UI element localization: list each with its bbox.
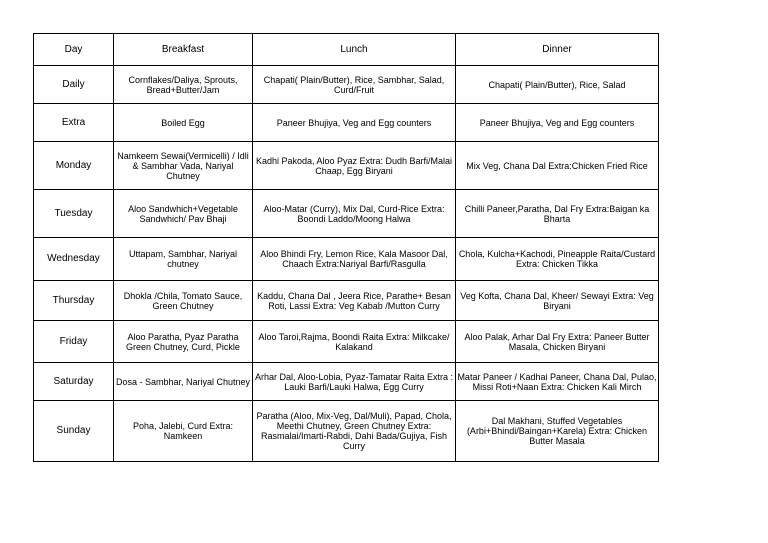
lunch-cell: Kaddu, Chana Dal , Jeera Rice, Parathe+ Besan Roti, Lassi Extra: Veg Kabab /Mutton Curry — [253, 281, 456, 321]
lunch-cell: Kadhi Pakoda, Aloo Pyaz Extra: Dudh Barfi/Malai Chaap, Egg Biryani — [253, 142, 456, 190]
table-row-wednesday — [34, 238, 659, 281]
day-cell: Friday — [34, 321, 114, 363]
header-dinner: Dinner — [456, 34, 659, 66]
day-cell: Sunday — [34, 401, 114, 462]
breakfast-cell: Dhokla /Chila, Tomato Sauce, Green Chutney — [114, 281, 253, 321]
header-breakfast: Breakfast — [114, 34, 253, 66]
breakfast-cell: Poha, Jalebi, Curd Extra: Namkeen — [114, 401, 253, 462]
breakfast-cell: Aloo Sandwhich+Vegetable Sandwhich/ Pav Bhaji — [114, 190, 253, 238]
breakfast-cell: Dosa - Sambhar, Nariyal Chutney — [114, 363, 253, 401]
lunch-cell: Aloo-Matar (Curry), Mix Dal, Curd-Rice Extra: Boondi Laddo/Moong Halwa — [253, 190, 456, 238]
table-row-extra — [34, 104, 659, 142]
header-row — [34, 34, 659, 66]
day-cell: Monday — [34, 142, 114, 190]
lunch-cell: Paneer Bhujiya, Veg and Egg counters — [253, 104, 456, 142]
dinner-cell: Aloo Palak, Arhar Dal Fry Extra: Paneer Butter Masala, Chicken Biryani — [456, 321, 659, 363]
day-cell: Wednesday — [34, 238, 114, 281]
breakfast-cell: Namkeem Sewai(Vermicelli) / Idli & Sambhar Vada, Nariyal Chutney — [114, 142, 253, 190]
dinner-cell: Mix Veg, Chana Dal Extra:Chicken Fried Rice — [456, 142, 659, 190]
dinner-cell: Veg Kofta, Chana Dal, Kheer/ Sewayi Extra: Veg Biryani — [456, 281, 659, 321]
dinner-cell: Chilli Paneer,Paratha, Dal Fry Extra:Baigan ka Bharta — [456, 190, 659, 238]
table-header — [34, 34, 659, 66]
header-day: Day — [34, 34, 114, 66]
table-body — [34, 66, 659, 462]
table-row-friday — [34, 321, 659, 363]
dinner-cell: Dal Makhani, Stuffed Vegetables (Arbi+Bhindi/Baingan+Karela) Extra: Chicken Butter Masala — [456, 401, 659, 462]
breakfast-cell: Aloo Paratha, Pyaz Paratha Green Chutney, Curd, Pickle — [114, 321, 253, 363]
header-lunch: Lunch — [253, 34, 456, 66]
breakfast-cell: Boiled Egg — [114, 104, 253, 142]
breakfast-cell: Cornflakes/Daliya, Sprouts, Bread+Butter/Jam — [114, 66, 253, 104]
dinner-cell: Paneer Bhujiya, Veg and Egg counters — [456, 104, 659, 142]
table-row-tuesday — [34, 190, 659, 238]
day-cell: Daily — [34, 66, 114, 104]
table-row-thursday — [34, 281, 659, 321]
dinner-cell: Chapati( Plain/Butter), Rice, Salad — [456, 66, 659, 104]
table-row-saturday — [34, 363, 659, 401]
weekly-menu-table — [33, 33, 659, 462]
lunch-cell: Aloo Bhindi Fry, Lemon Rice, Kala Masoor Dal, Chaach Extra:Nariyal Barfi/Rasgulla — [253, 238, 456, 281]
day-cell: Tuesday — [34, 190, 114, 238]
table-row-sunday — [34, 401, 659, 462]
day-cell: Extra — [34, 104, 114, 142]
dinner-cell: Chola, Kulcha+Kachodi, Pineapple Raita/Custard Extra: Chicken Tikka — [456, 238, 659, 281]
lunch-cell: Chapati( Plain/Butter), Rice, Sambhar, Salad, Curd/Fruit — [253, 66, 456, 104]
day-cell: Thursday — [34, 281, 114, 321]
lunch-cell: Paratha (Aloo, Mix-Veg, Dal/Muli), Papad, Chola, Meethi Chutney, Green Chutney Extra: Rasmalai/Imarti-Rabdi, Dahi Bada/Gujiya, Fish Curry — [253, 401, 456, 462]
lunch-cell: Arhar Dal, Aloo-Lobia, Pyaz-Tamatar Raita Extra : Lauki Barfi/Lauki Halwa, Egg Curry — [253, 363, 456, 401]
breakfast-cell: Uttapam, Sambhar, Nariyal chutney — [114, 238, 253, 281]
table-row-daily — [34, 66, 659, 104]
table-row-monday — [34, 142, 659, 190]
day-cell: Saturday — [34, 363, 114, 401]
lunch-cell: Aloo Taroi,Rajma, Boondi Raita Extra: Milkcake/ Kalakand — [253, 321, 456, 363]
dinner-cell: Matar Paneer / Kadhai Paneer, Chana Dal, Pulao, Missi Roti+Naan Extra: Chicken Kali Mirch — [456, 363, 659, 401]
